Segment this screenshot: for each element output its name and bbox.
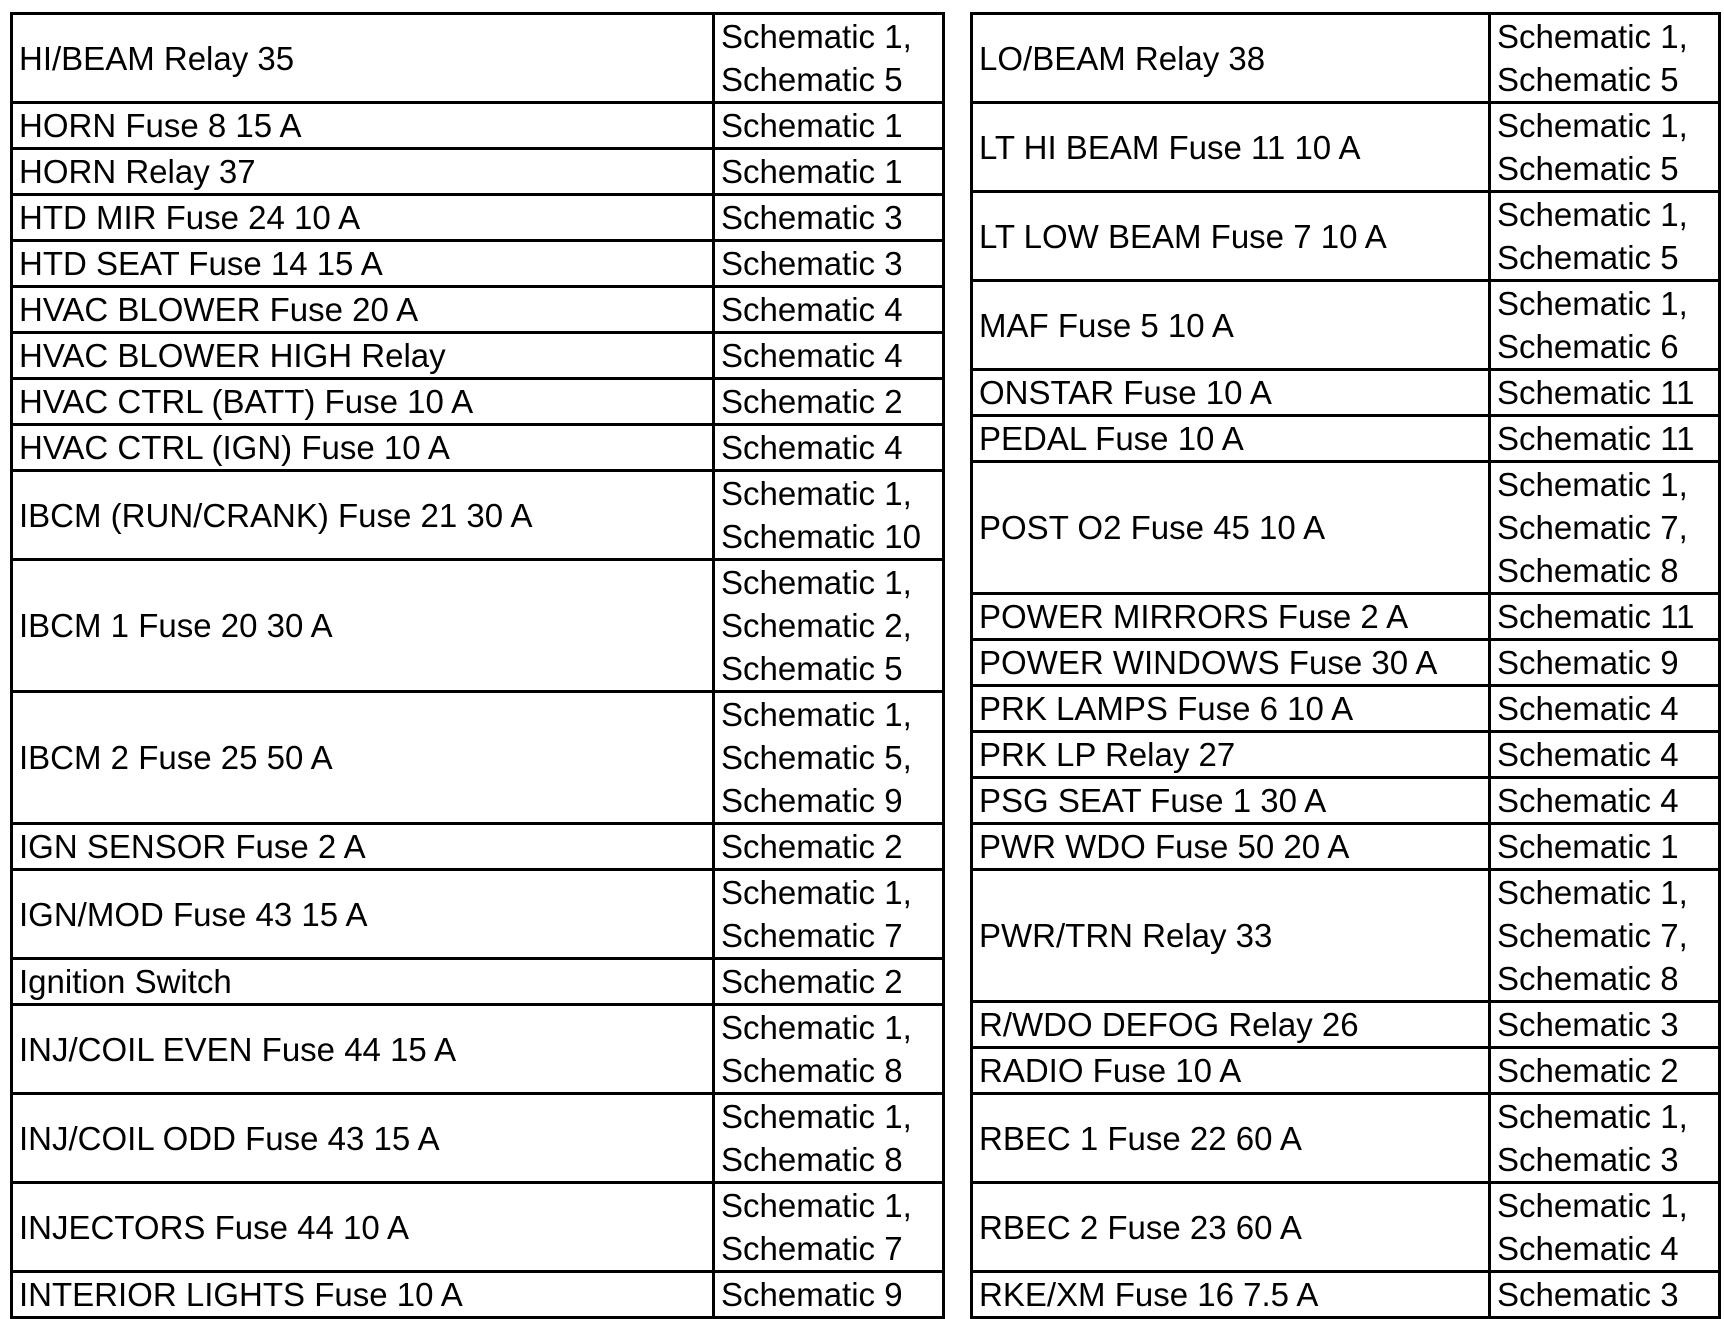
component-name-cell: HVAC CTRL (IGN) Fuse 10 A [12,425,714,471]
component-name-cell: POWER MIRRORS Fuse 2 A [972,594,1490,640]
table-row [12,1272,944,1318]
schematic-reference-cell [714,1005,944,1094]
schematic-reference-cell [1490,686,1720,732]
component-name-cell: RBEC 2 Fuse 23 60 A [972,1183,1490,1272]
schematic-reference: Schematic 3 [721,199,903,236]
component-name-cell: Ignition Switch [12,959,714,1005]
schematic-reference: Schematic 1, [721,564,912,601]
schematic-reference-cell [1490,870,1720,1002]
schematic-reference-cell [714,14,944,103]
table-row [972,778,1720,824]
schematic-reference-cell [1490,824,1720,870]
component-name-cell: INTERIOR LIGHTS Fuse 10 A [12,1272,714,1318]
table-row [12,824,944,870]
schematic-reference: Schematic 1 [721,153,903,190]
schematic-reference: Schematic 1, [721,696,912,733]
schematic-reference-cell [714,379,944,425]
schematic-reference: Schematic 1 [1497,828,1679,865]
schematic-reference: Schematic 7 [721,1230,903,1267]
component-name-cell: PRK LP Relay 27 [972,732,1490,778]
schematic-reference: Schematic 5 [721,61,903,98]
table-row [972,594,1720,640]
schematic-reference: Schematic 3 [1497,1276,1679,1313]
schematic-reference-cell [1490,1048,1720,1094]
schematic-reference-cell [714,333,944,379]
schematic-reference: Schematic 5 [1497,61,1679,98]
component-name-cell: IBCM 2 Fuse 25 50 A [12,692,714,824]
component-index-page [10,12,1718,1313]
component-name-cell: PRK LAMPS Fuse 6 10 A [972,686,1490,732]
schematic-reference: Schematic 2 [721,963,903,1000]
schematic-reference-cell [714,1183,944,1272]
table-row [972,732,1720,778]
schematic-reference: Schematic 4 [721,291,903,328]
schematic-reference: Schematic 2, [721,607,912,644]
component-name-cell: HI/BEAM Relay 35 [12,14,714,103]
component-name-cell: HTD SEAT Fuse 14 15 A [12,241,714,287]
schematic-reference: Schematic 1, [721,874,912,911]
component-name-cell: ONSTAR Fuse 10 A [972,370,1490,416]
schematic-reference-cell [1490,778,1720,824]
schematic-reference: Schematic 11 [1497,598,1695,635]
table-row [12,692,944,824]
schematic-reference-cell [714,560,944,692]
schematic-reference: Schematic 4 [721,429,903,466]
schematic-reference: Schematic 5, [721,739,912,776]
schematic-reference-cell [1490,416,1720,462]
table-row [972,1094,1720,1183]
schematic-reference: Schematic 3 [721,245,903,282]
table-row [972,281,1720,370]
table-row [12,14,944,103]
schematic-reference-cell [1490,1183,1720,1272]
table-row [972,1183,1720,1272]
schematic-reference: Schematic 1, [721,1098,912,1135]
schematic-reference: Schematic 1, [1497,466,1688,503]
table-row [12,1005,944,1094]
component-name-cell: HTD MIR Fuse 24 10 A [12,195,714,241]
schematic-reference: Schematic 7 [721,917,903,954]
schematic-reference: Schematic 9 [1497,644,1679,681]
schematic-reference-cell [714,241,944,287]
schematic-reference: Schematic 11 [1497,374,1695,411]
component-name-cell: IBCM (RUN/CRANK) Fuse 21 30 A [12,471,714,560]
table-row [972,370,1720,416]
component-name-cell: HORN Fuse 8 15 A [12,103,714,149]
schematic-reference: Schematic 2 [721,828,903,865]
table-row [12,103,944,149]
component-index-table-left [10,12,945,1319]
component-name-cell: R/WDO DEFOG Relay 26 [972,1002,1490,1048]
component-name-cell: IGN/MOD Fuse 43 15 A [12,870,714,959]
schematic-reference-cell [714,959,944,1005]
schematic-reference: Schematic 2 [1497,1052,1679,1089]
table-row [972,686,1720,732]
schematic-reference-cell [1490,192,1720,281]
schematic-reference-cell [1490,1002,1720,1048]
schematic-reference: Schematic 4 [1497,1230,1679,1267]
schematic-reference: Schematic 8 [721,1141,903,1178]
schematic-reference-cell [714,870,944,959]
schematic-reference: Schematic 7, [1497,917,1688,954]
schematic-reference: Schematic 1, [1497,196,1688,233]
schematic-reference-cell [714,824,944,870]
component-name-cell: PWR/TRN Relay 33 [972,870,1490,1002]
component-name-cell: LT LOW BEAM Fuse 7 10 A [972,192,1490,281]
table-row [12,1183,944,1272]
table-row [12,195,944,241]
schematic-reference: Schematic 2 [721,383,903,420]
component-name-cell: IBCM 1 Fuse 20 30 A [12,560,714,692]
component-name-cell: HVAC BLOWER Fuse 20 A [12,287,714,333]
schematic-reference-cell [714,1272,944,1318]
schematic-reference: Schematic 1, [721,1009,912,1046]
table-row [12,870,944,959]
table-row [972,1002,1720,1048]
table-row [972,416,1720,462]
schematic-reference-cell [1490,640,1720,686]
schematic-reference: Schematic 4 [1497,782,1679,819]
schematic-reference: Schematic 5 [721,650,903,687]
schematic-reference: Schematic 10 [721,518,921,555]
schematic-reference: Schematic 5 [1497,150,1679,187]
schematic-reference: Schematic 8 [1497,960,1679,997]
table-row [12,241,944,287]
table-row [972,824,1720,870]
table-row [12,149,944,195]
component-name-cell: RBEC 1 Fuse 22 60 A [972,1094,1490,1183]
schematic-reference: Schematic 9 [721,1276,903,1313]
schematic-reference-cell [1490,14,1720,103]
table-row [12,425,944,471]
schematic-reference: Schematic 9 [721,782,903,819]
schematic-reference-cell [1490,462,1720,594]
schematic-reference-cell [714,425,944,471]
component-name-cell: PWR WDO Fuse 50 20 A [972,824,1490,870]
component-index-table-right [970,12,1721,1319]
schematic-reference: Schematic 1, [1497,1098,1688,1135]
table-row [972,1272,1720,1318]
schematic-reference-cell [1490,732,1720,778]
schematic-reference-cell [714,103,944,149]
table-row [972,870,1720,1002]
component-name-cell: PEDAL Fuse 10 A [972,416,1490,462]
component-name-cell: HVAC BLOWER HIGH Relay [12,333,714,379]
component-name-cell: INJECTORS Fuse 44 10 A [12,1183,714,1272]
schematic-reference: Schematic 1, [1497,285,1688,322]
component-name-cell: LT HI BEAM Fuse 11 10 A [972,103,1490,192]
table-row [12,379,944,425]
table-row [12,560,944,692]
component-name-cell: MAF Fuse 5 10 A [972,281,1490,370]
schematic-reference-cell [714,471,944,560]
schematic-reference: Schematic 1, [721,1187,912,1224]
schematic-reference: Schematic 1, [1497,1187,1688,1224]
schematic-reference: Schematic 11 [1497,420,1695,457]
component-name-cell: LO/BEAM Relay 38 [972,14,1490,103]
schematic-reference-cell [1490,1094,1720,1183]
table-row [12,333,944,379]
schematic-reference-cell [1490,594,1720,640]
table-row [12,959,944,1005]
schematic-reference-cell [1490,103,1720,192]
schematic-reference: Schematic 4 [1497,736,1679,773]
table-row [972,640,1720,686]
component-name-cell: RADIO Fuse 10 A [972,1048,1490,1094]
schematic-reference: Schematic 1, [1497,107,1688,144]
schematic-reference: Schematic 1, [721,475,912,512]
table-row [972,462,1720,594]
schematic-reference-cell [714,692,944,824]
schematic-reference: Schematic 7, [1497,509,1688,546]
table-row [12,1094,944,1183]
schematic-reference: Schematic 1, [1497,874,1688,911]
schematic-reference: Schematic 3 [1497,1006,1679,1043]
component-name-cell: HVAC CTRL (BATT) Fuse 10 A [12,379,714,425]
component-name-cell: INJ/COIL ODD Fuse 43 15 A [12,1094,714,1183]
component-name-cell: IGN SENSOR Fuse 2 A [12,824,714,870]
schematic-reference: Schematic 1 [721,107,903,144]
schematic-reference: Schematic 1, [721,18,912,55]
table-row [972,1048,1720,1094]
schematic-reference-cell [1490,1272,1720,1318]
component-name-cell: HORN Relay 37 [12,149,714,195]
schematic-reference-cell [1490,370,1720,416]
schematic-reference-cell [714,149,944,195]
schematic-reference: Schematic 1, [1497,18,1688,55]
schematic-reference: Schematic 3 [1497,1141,1679,1178]
component-name-cell: INJ/COIL EVEN Fuse 44 15 A [12,1005,714,1094]
component-name-cell: RKE/XM Fuse 16 7.5 A [972,1272,1490,1318]
schematic-reference: Schematic 6 [1497,328,1679,365]
column-divider [942,12,970,1264]
component-name-cell: POWER WINDOWS Fuse 30 A [972,640,1490,686]
table-row [12,471,944,560]
table-row [972,103,1720,192]
schematic-reference-cell [714,287,944,333]
schematic-reference-cell [1490,281,1720,370]
component-name-cell: PSG SEAT Fuse 1 30 A [972,778,1490,824]
table-row [972,192,1720,281]
schematic-reference-cell [714,1094,944,1183]
schematic-reference-cell [714,195,944,241]
schematic-reference: Schematic 4 [1497,690,1679,727]
schematic-reference: Schematic 8 [721,1052,903,1089]
table-row [972,14,1720,103]
schematic-reference: Schematic 4 [721,337,903,374]
schematic-reference: Schematic 8 [1497,552,1679,589]
table-row [12,287,944,333]
component-name-cell: POST O2 Fuse 45 10 A [972,462,1490,594]
schematic-reference: Schematic 5 [1497,239,1679,276]
